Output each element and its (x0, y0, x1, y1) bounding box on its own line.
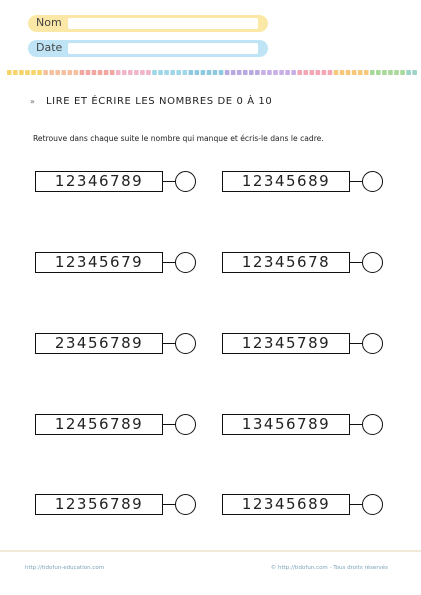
sequence-box: 12356789 (35, 494, 163, 515)
connector-line (350, 181, 362, 182)
answer-circle[interactable] (362, 494, 383, 515)
connector-line (163, 262, 175, 263)
answer-circle[interactable] (175, 414, 196, 435)
date-label: Date (36, 41, 63, 54)
color-dot (110, 70, 115, 75)
color-dot (255, 70, 260, 75)
color-dot (237, 70, 242, 75)
sequence-box: 13456789 (222, 414, 350, 435)
color-dot (140, 70, 145, 75)
sequence-box: 12345679 (35, 252, 163, 273)
color-dot (37, 70, 42, 75)
answer-circle[interactable] (362, 414, 383, 435)
date-input[interactable] (68, 43, 258, 54)
color-dot (134, 70, 139, 75)
color-dot (376, 70, 381, 75)
sequence-box: 12345689 (222, 171, 350, 192)
color-dot (267, 70, 272, 75)
color-dot (146, 70, 151, 75)
color-dot (55, 70, 60, 75)
color-dot (189, 70, 194, 75)
color-dot (406, 70, 411, 75)
color-dot (122, 70, 127, 75)
color-dot (116, 70, 121, 75)
answer-circle[interactable] (175, 333, 196, 354)
date-field[interactable] (28, 40, 268, 57)
name-field[interactable] (28, 15, 268, 32)
color-dot (219, 70, 224, 75)
color-dot (207, 70, 212, 75)
color-dot (182, 70, 187, 75)
color-dot (412, 70, 417, 75)
connector-line (350, 262, 362, 263)
section-title (30, 96, 272, 107)
sequence-box: 12345689 (222, 494, 350, 515)
connector-line (163, 424, 175, 425)
color-dot (61, 70, 66, 75)
color-dot (213, 70, 218, 75)
answer-circle[interactable] (362, 252, 383, 273)
color-dot (176, 70, 181, 75)
connector-line (350, 504, 362, 505)
color-dot (316, 70, 321, 75)
sequence-box: 12345789 (222, 333, 350, 354)
instruction-text: Retrouve dans chaque suite le nombre qui manque et écris-le dans le cadre. (33, 134, 324, 143)
color-dot (25, 70, 30, 75)
color-dot (297, 70, 302, 75)
name-label: Nom (36, 16, 62, 29)
color-dot (158, 70, 163, 75)
connector-line (350, 424, 362, 425)
color-dot (291, 70, 296, 75)
color-dot (128, 70, 133, 75)
title-text: LIRE ET ÉCRIRE LES NOMBRES DE 0 À 10 (46, 96, 273, 107)
color-dot (279, 70, 284, 75)
color-dot (310, 70, 315, 75)
color-dot (98, 70, 103, 75)
color-dot (352, 70, 357, 75)
color-dot (231, 70, 236, 75)
double-chevron-icon: » (30, 97, 36, 106)
connector-line (163, 504, 175, 505)
answer-circle[interactable] (175, 252, 196, 273)
color-dot (273, 70, 278, 75)
footer-url[interactable]: http://tidofun-education.com (25, 565, 105, 571)
footer-copyright: © http://tidofun.com - Tous droits réservés (270, 565, 388, 571)
name-input[interactable] (68, 18, 258, 29)
footer-divider (0, 550, 421, 552)
color-dot (80, 70, 85, 75)
color-dot (164, 70, 169, 75)
color-dot (104, 70, 109, 75)
answer-circle[interactable] (362, 171, 383, 192)
answer-circle[interactable] (175, 494, 196, 515)
color-dot (364, 70, 369, 75)
color-dot (170, 70, 175, 75)
sequence-box: 12345678 (222, 252, 350, 273)
color-dot (249, 70, 254, 75)
color-dot (13, 70, 18, 75)
color-dot (43, 70, 48, 75)
color-dot (152, 70, 157, 75)
color-dot (31, 70, 36, 75)
answer-circle[interactable] (175, 171, 196, 192)
color-dot (19, 70, 24, 75)
color-dot (400, 70, 405, 75)
color-dot (285, 70, 290, 75)
sequence-box: 23456789 (35, 333, 163, 354)
color-dot (201, 70, 206, 75)
connector-line (163, 181, 175, 182)
color-dot (225, 70, 230, 75)
color-dot (394, 70, 399, 75)
sequence-box: 12456789 (35, 414, 163, 435)
color-dot (328, 70, 333, 75)
color-dot (261, 70, 266, 75)
color-dot (86, 70, 91, 75)
color-dot (195, 70, 200, 75)
color-dot (322, 70, 327, 75)
sequence-box: 12346789 (35, 171, 163, 192)
color-dot (74, 70, 79, 75)
color-dot (7, 70, 12, 75)
answer-circle[interactable] (362, 333, 383, 354)
color-dot (303, 70, 308, 75)
color-dot (388, 70, 393, 75)
color-dot (382, 70, 387, 75)
color-dot (68, 70, 73, 75)
connector-line (163, 343, 175, 344)
color-dot (334, 70, 339, 75)
color-dot (340, 70, 345, 75)
color-dot (92, 70, 97, 75)
color-dot-strip (7, 70, 417, 76)
color-dot (243, 70, 248, 75)
color-dot (358, 70, 363, 75)
color-dot (346, 70, 351, 75)
connector-line (350, 343, 362, 344)
color-dot (370, 70, 375, 75)
color-dot (49, 70, 54, 75)
